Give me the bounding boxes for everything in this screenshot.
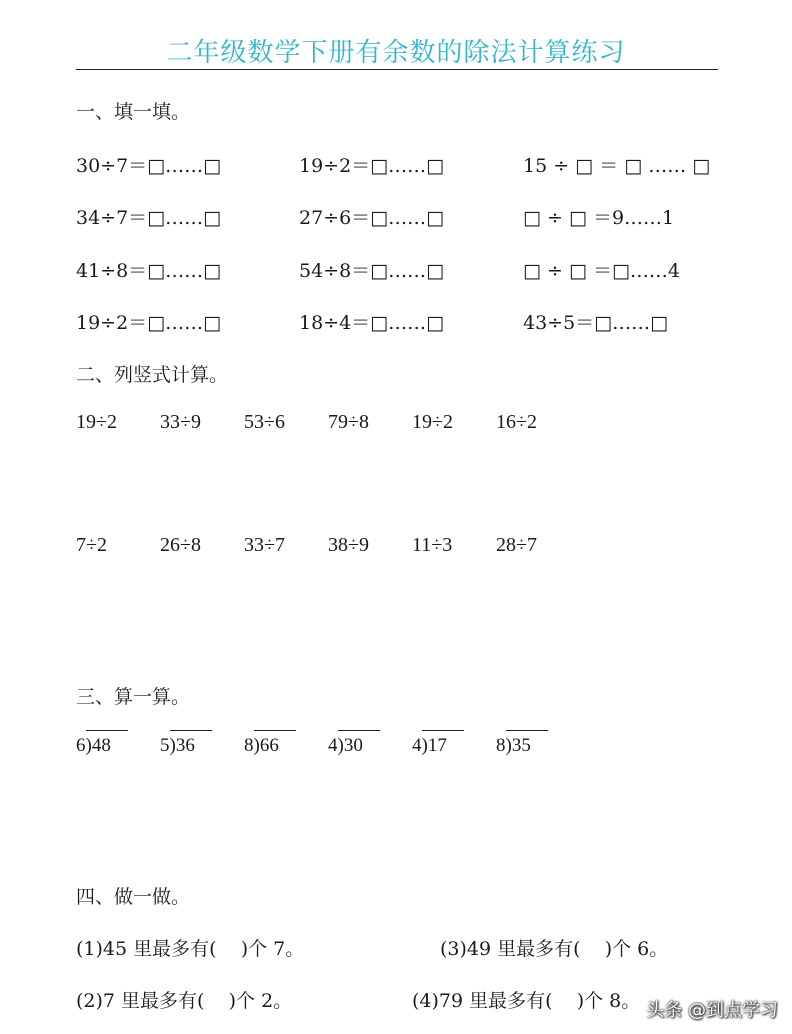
- vertical-calc-item: 33÷9: [160, 411, 201, 433]
- division-bar: [254, 730, 296, 731]
- long-division-text: 4)17: [412, 735, 447, 756]
- division-bar: [86, 730, 128, 731]
- division-bar: [506, 730, 548, 731]
- vertical-calc-item: 53÷6: [244, 411, 285, 433]
- division-bar: [422, 730, 464, 731]
- fill-item: 15 ÷ □ ＝ □ …… □: [523, 155, 711, 177]
- vertical-calc-item: 38÷9: [328, 534, 369, 556]
- fill-item: 19÷2＝□……□: [299, 155, 445, 177]
- long-division-text: 8)66: [244, 735, 279, 756]
- long-division-text: 6)48: [76, 735, 111, 756]
- vertical-calc-item: 79÷8: [328, 411, 369, 433]
- section2-heading: 二、列竖式计算。: [76, 364, 229, 386]
- fill-item: 54÷8＝□……□: [299, 260, 445, 282]
- word-problem-item: (1)45 里最多有( )个 7。: [76, 938, 305, 960]
- fill-item: □ ÷ □ ＝□……4: [523, 260, 680, 282]
- long-division-text: 4)30: [328, 735, 363, 756]
- vertical-calc-item: 7÷2: [76, 534, 107, 556]
- word-problem-item: (2)7 里最多有( )个 2。: [76, 990, 293, 1012]
- division-bar: [170, 730, 212, 731]
- watermark: 头条 @到点学习: [646, 1000, 778, 1021]
- vertical-calc-item: 19÷2: [76, 411, 117, 433]
- fill-item: □ ÷ □ ＝9……1: [523, 207, 675, 229]
- vertical-calc-item: 11÷3: [412, 534, 453, 556]
- vertical-calc-item: 19÷2: [412, 411, 453, 433]
- fill-item: 34÷7＝□……□: [76, 207, 222, 229]
- vertical-calc-item: 16÷2: [496, 411, 537, 433]
- section4-heading: 四、做一做。: [76, 886, 191, 908]
- long-division-item: [76, 735, 111, 757]
- fill-item: 30÷7＝□……□: [76, 155, 222, 177]
- long-division-text: 8)35: [496, 735, 531, 756]
- division-bar: [338, 730, 380, 731]
- section1-heading: 一、填一填。: [76, 101, 191, 123]
- vertical-calc-item: 33÷7: [244, 534, 285, 556]
- fill-item: 41÷8＝□……□: [76, 260, 222, 282]
- vertical-calc-item: 28÷7: [496, 534, 537, 556]
- fill-item: 27÷6＝□……□: [299, 207, 445, 229]
- long-division-item: [328, 735, 363, 757]
- page-title: 二年级数学下册有余数的除法计算练习: [166, 38, 626, 68]
- long-division-item: [160, 735, 195, 757]
- word-problem-item: (4)79 里最多有( )个 8。: [412, 990, 641, 1012]
- word-problem-item: (3)49 里最多有( )个 6。: [440, 938, 669, 960]
- fill-item: 18÷4＝□……□: [299, 312, 445, 334]
- long-division-item: [244, 735, 279, 757]
- long-division-text: 5)36: [160, 735, 195, 756]
- title-underline: [76, 69, 718, 70]
- vertical-calc-item: 26÷8: [160, 534, 201, 556]
- section3-heading: 三、算一算。: [76, 686, 191, 708]
- fill-item: 43÷5＝□……□: [523, 312, 669, 334]
- long-division-item: [412, 735, 447, 757]
- long-division-item: [496, 735, 531, 757]
- fill-item: 19÷2＝□……□: [76, 312, 222, 334]
